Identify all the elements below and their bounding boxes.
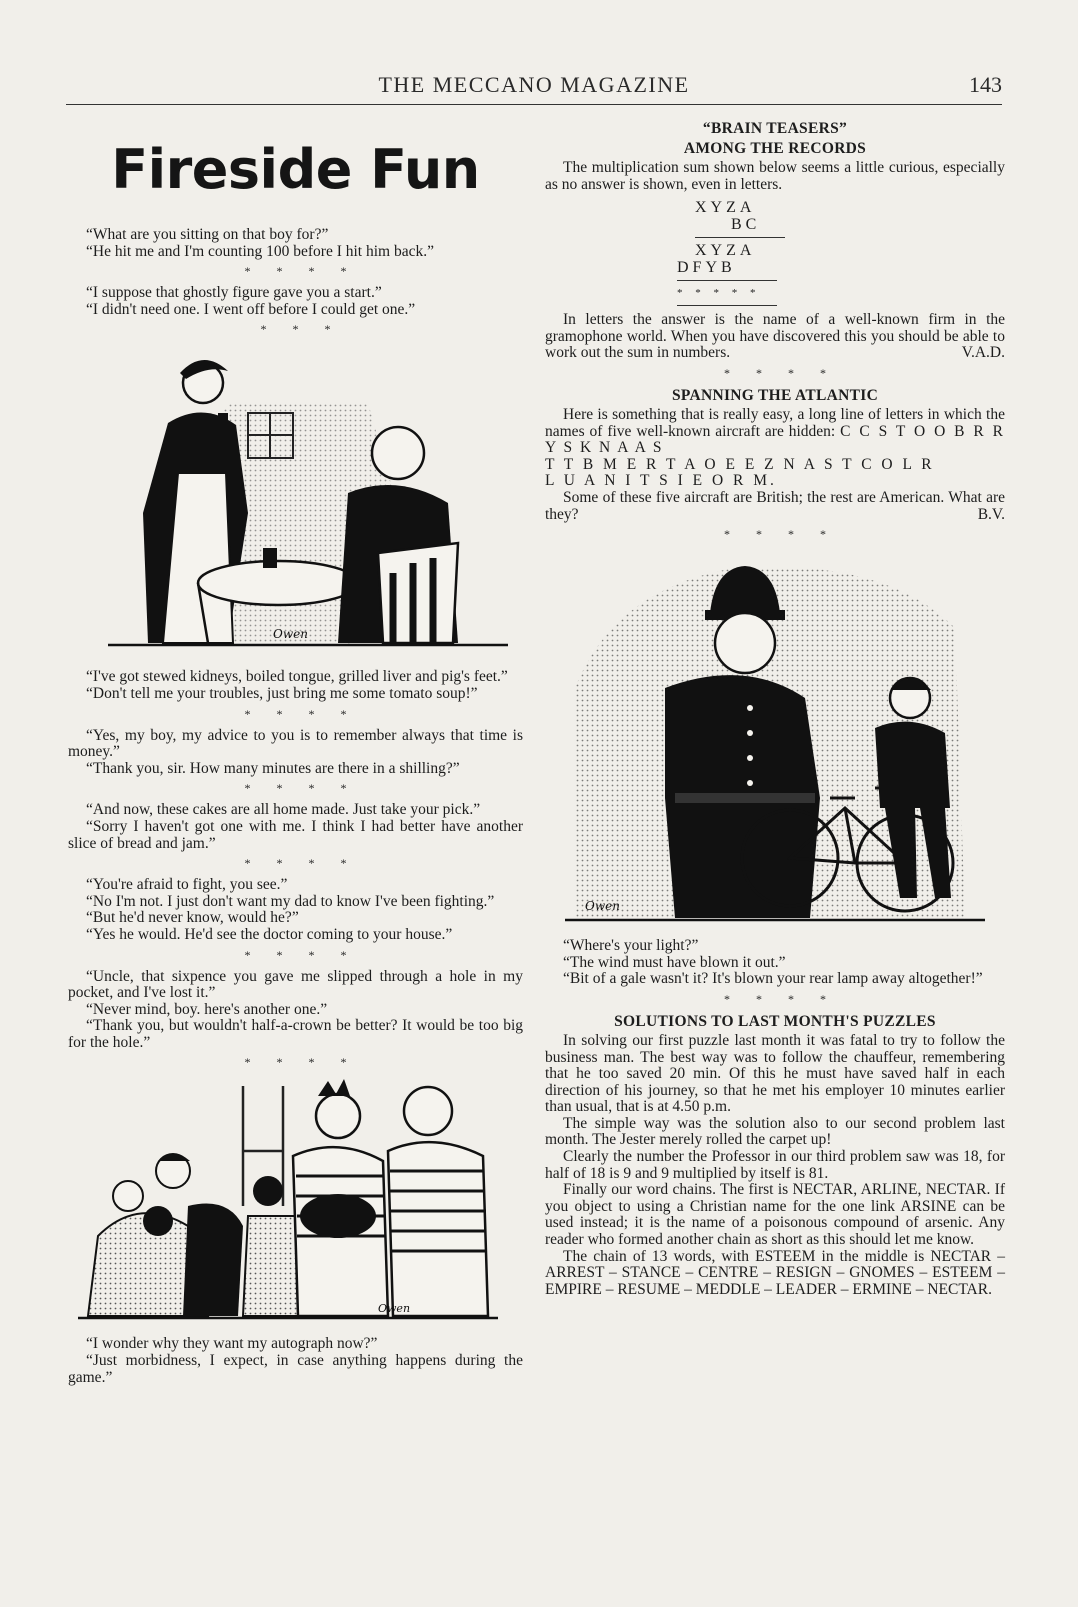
brain-intro: The multiplication sum shown below seems a little curious, especially as no answer is shown, even in letters. (545, 159, 1005, 193)
joke-time-is-money (68, 728, 523, 778)
solution-paragraph: The simple way was the solution also to our second problem last month. The Jester merely rolled the carpet up! (545, 1114, 1005, 1149)
artist-signature: Owen (585, 899, 620, 914)
separator-stars: **** (724, 527, 852, 542)
solutions-body (545, 1033, 1005, 1299)
atlantic-question-text: Some of these five aircraft are British; the rest are American. What are they? (545, 488, 1005, 523)
solutions-heading: SOLUTIONS TO LAST MONTH'S PUZZLES (614, 1012, 936, 1030)
artist-signature: Owen (378, 1302, 411, 1316)
joke-line: “Thank you, sir. How many minutes are there in a shilling?” (86, 759, 460, 777)
joke-line: “The wind must have blown it out.” (563, 953, 786, 971)
solution-paragraph: Clearly the number the Professor in our third problem saw was 18, for half of 18 is 9 and 9 multiplied by itself is 81. (545, 1148, 1005, 1182)
joke-line: “And now, these cakes are all home made. Just take your pick.” (86, 801, 481, 819)
sum-rule (677, 305, 777, 306)
atlantic-letters: T T B M E R T A O E E Z N A S T C O L R (545, 455, 935, 473)
separator-stars: **** (244, 1055, 373, 1070)
joke-line: “Where's your light?” (563, 937, 699, 955)
joke-line: “Yes he would. He'd see the doctor coming to your house.” (86, 925, 453, 943)
sum-result: * * * * * (677, 287, 761, 300)
joke-line: “You're afraid to fight, you see.” (86, 876, 288, 894)
joke-rear-lamp (545, 938, 1005, 988)
page-number: 143 (969, 72, 1002, 97)
joke-afraid-to-fight (68, 877, 523, 943)
solution-paragraph: Finally our word chains. The first is NECTAR, ARLINE, NECTAR. If you object to using a Christian name for the one link ARSINE can be used instead; it is the name of a poisonous compound of arsenic. Any reader who formed another chain as short as this should let me know. (545, 1181, 1005, 1249)
atlantic-signature: B.V. (977, 505, 1005, 523)
joke-line: “What are you sitting on that boy for?” (86, 226, 329, 243)
brain-body (545, 312, 1005, 362)
sum-line: BC (731, 216, 761, 234)
brain-body-text: In letters the answer is the name of a well-known firm in the gramophone world. When you have discovered this you should be able to work out the sum in numbers. (545, 311, 1005, 362)
atlantic-heading: SPANNING THE ATLANTIC (671, 386, 879, 404)
atlantic-intro-text: Here is something that is really easy, a long line of letters in which the names of five well-known aircraft are hidden: (545, 405, 1005, 440)
joke-line: “Never mind, boy. here's another one.” (86, 1000, 328, 1018)
atlantic-question (545, 490, 1005, 523)
solution-paragraph: The chain of 13 words, with ESTEEM in the middle is NECTAR – ARREST – STANCE – CENTRE – RESIGN – GNOMES – ESTEEM – EMPIRE – RESUME – MEDDLE – LEADER – ERMINE – NECTAR. (545, 1247, 1005, 1298)
magazine-title: THE MECCANO MAGAZINE (378, 72, 690, 97)
illustration-policeman-and-cyclist (555, 548, 995, 928)
sum-rule (677, 280, 777, 281)
separator-stars: **** (244, 264, 373, 279)
brain-signature: V.A.D. (961, 344, 1005, 362)
separator-stars: **** (244, 947, 373, 962)
illustration-waitress-and-diner (108, 343, 508, 659)
separator-stars: *** (260, 322, 357, 337)
solution-paragraph: In solving our first puzzle last month it was fatal to try to follow the business man. The best way was to follow the chauffeur, remembering that he too saved 20 min. Of this he must have saved half in each direction of his journey, so that he met his employer 10 minutes earlier than usual, that is at 4.50 p.m. (545, 1031, 1005, 1116)
separator-stars: **** (244, 706, 373, 721)
illustration-autograph-hunters (78, 1076, 508, 1326)
joke-line: “No I'm not. I just don't want my dad to know I've been fighting.” (86, 892, 495, 910)
atlantic-intro (545, 407, 1005, 457)
separator-stars: **** (724, 365, 852, 380)
brain-teasers-subheading: AMONG THE RECORDS (683, 140, 867, 157)
running-head (66, 70, 1002, 105)
atlantic-letters: C C S T O O B R R Y S K N A A S (545, 422, 1005, 457)
multiplication-sum (675, 199, 875, 306)
joke-sitting-on-boy (68, 227, 523, 260)
sum-rule (695, 237, 785, 238)
joke-line: “I suppose that ghostly figure gave you a start.” (86, 284, 382, 302)
page-title: Fireside Fun (111, 138, 480, 201)
joke-line: “But he'd never know, would he?” (86, 909, 299, 927)
separator-stars: **** (724, 991, 852, 1006)
joke-line: “Bit of a gale wasn't it? It's blown your rear lamp away altogether!” (563, 970, 983, 988)
joke-line: “I've got stewed kidneys, boiled tongue, grilled liver and pig's feet.” (86, 668, 508, 686)
sum-line: DFYB (677, 259, 736, 277)
separator-stars: **** (244, 856, 373, 871)
joke-home-made-cakes (68, 802, 523, 852)
joke-line: “I didn't need one. I went off before I could get one.” (86, 300, 416, 318)
right-column (545, 118, 1005, 1298)
sum-line: XYZA (695, 242, 756, 260)
joke-line: “I wonder why they want my autograph now?” (86, 1335, 378, 1353)
brain-teasers-heading: “BRAIN TEASERS” (702, 120, 848, 137)
joke-stewed-kidneys (68, 669, 523, 702)
joke-line: “Yes, my boy, my advice to you is to remember always that time is money.” (68, 726, 523, 761)
artist-signature: Owen (273, 627, 308, 642)
atlantic-letters: L U A N I T S I E O R M. (545, 472, 777, 490)
joke-line: “Don't tell me your troubles, just bring me some tomato soup!” (86, 684, 478, 702)
left-column (68, 128, 523, 1386)
joke-line: “Uncle, that sixpence you gave me slipped through a hole in my pocket, and I've lost it.” (68, 967, 523, 1002)
joke-autograph (68, 1336, 523, 1386)
joke-line: “Thank you, but wouldn't half-a-crown be better? It would be too big for the hole.” (68, 1017, 523, 1051)
joke-ghostly-figure (68, 285, 523, 318)
joke-line: “Sorry I haven't got one with me. I think I had better have another slice of bread and jam.” (68, 817, 523, 852)
joke-line: “Just morbidness, I expect, in case anything happens during the game.” (68, 1352, 523, 1386)
joke-sixpence (68, 969, 523, 1052)
joke-line: “He hit me and I'm counting 100 before I hit him back.” (86, 242, 434, 260)
sum-line: XYZA (695, 199, 756, 217)
separator-stars: **** (244, 781, 373, 796)
